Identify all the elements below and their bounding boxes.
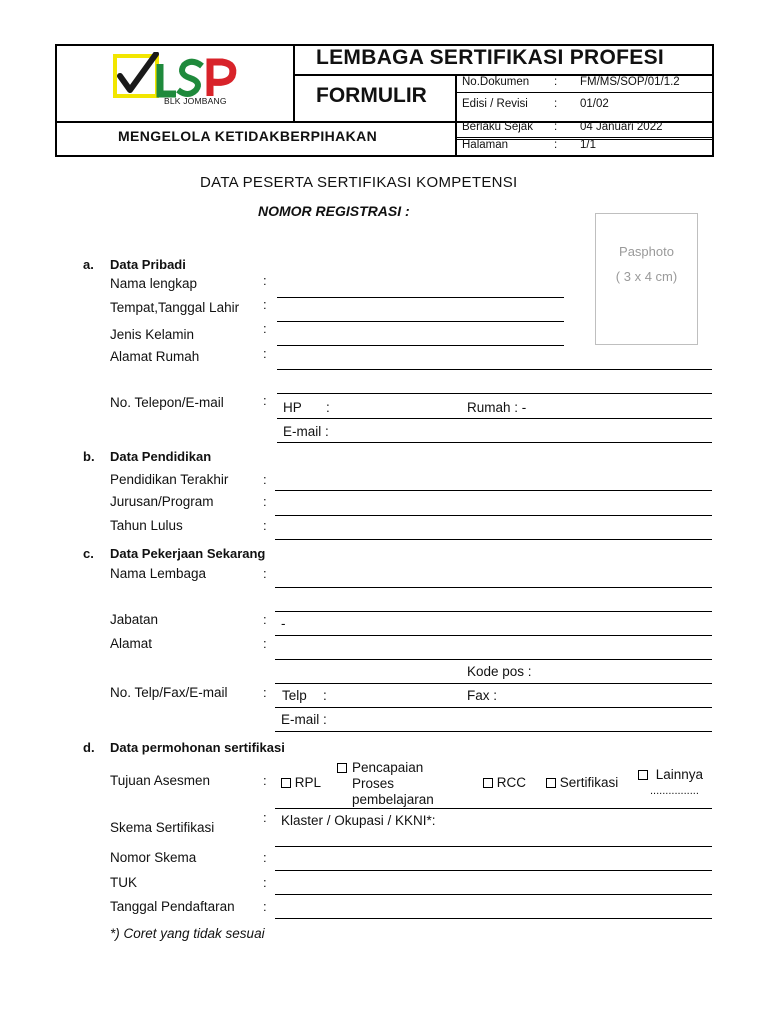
gender-input-line[interactable] <box>277 345 564 346</box>
scheme-number-input-line[interactable] <box>275 870 712 871</box>
footnote: *) Coret yang tidak sesuai <box>110 926 265 941</box>
field-colon: : <box>263 875 267 890</box>
section-letter: c. <box>83 546 94 561</box>
checkbox-icon[interactable] <box>281 778 291 788</box>
field-colon: : <box>263 566 267 581</box>
section-letter: a. <box>83 257 94 272</box>
option-label: RCC <box>496 775 527 790</box>
option-rcc[interactable] <box>483 775 526 790</box>
checkmark-icon <box>120 54 156 90</box>
organization-name: LEMBAGA SERTIFIKASI PROFESI <box>316 46 665 69</box>
option-lainnya[interactable] <box>638 767 703 782</box>
checkbox-icon[interactable] <box>546 778 556 788</box>
field-label: Nomor Skema <box>110 850 197 865</box>
field-colon: : <box>263 685 267 700</box>
meta-divider <box>455 92 712 93</box>
checkbox-icon[interactable] <box>638 770 648 780</box>
field-label: Tempat,Tanggal Lahir <box>110 300 240 315</box>
field-label: Tanggal Pendaftaran <box>110 899 235 914</box>
field-colon: : <box>263 297 267 312</box>
telp-input-line[interactable] <box>275 707 712 708</box>
pasphoto-size: ( 3 x 4 cm) <box>615 269 678 284</box>
field-colon: : <box>263 773 267 788</box>
option-rpl[interactable] <box>281 775 321 790</box>
field-label: Jurusan/Program <box>110 494 214 509</box>
position-value: - <box>281 616 286 631</box>
section-title: Data permohonan sertifikasi <box>110 740 285 755</box>
logo-subtext: BLK JOMBANG <box>164 96 227 106</box>
field-colon: : <box>263 612 267 627</box>
section-letter: d. <box>83 740 95 755</box>
header-divider <box>455 74 457 157</box>
field-label: Nama Lembaga <box>110 566 207 581</box>
logo-letter-l <box>160 64 176 94</box>
graduation-input-line[interactable] <box>275 539 712 540</box>
field-label: Alamat <box>110 636 153 651</box>
scheme-input-line[interactable] <box>275 846 712 847</box>
field-label: Skema Sertifikasi <box>110 820 215 835</box>
address-input-line[interactable] <box>277 393 712 394</box>
major-input-line[interactable] <box>275 515 712 516</box>
lainnya-fill-dots[interactable]: ................ <box>650 785 699 797</box>
meta-colon: : <box>554 76 558 88</box>
header-divider <box>293 46 295 122</box>
field-colon: : <box>263 810 267 825</box>
field-colon: : <box>263 850 267 865</box>
checkbox-icon[interactable] <box>337 763 347 773</box>
email-input-line[interactable] <box>277 442 712 443</box>
field-label: No. Telp/Fax/E-mail <box>110 685 228 700</box>
field-label: Nama lengkap <box>110 276 198 291</box>
rumah-label: Rumah : - <box>467 400 527 415</box>
telp-colon: : <box>323 688 327 703</box>
field-colon: : <box>263 472 267 487</box>
address-input-line[interactable] <box>277 369 712 370</box>
assessment-purpose-line <box>275 808 712 809</box>
field-label: Tahun Lulus <box>110 518 183 533</box>
field-label: Alamat Rumah <box>110 349 200 364</box>
option-label-line: Pencapaian <box>352 760 424 775</box>
option-label-line: pembelajaran <box>352 792 434 807</box>
scheme-value: Klaster / Okupasi / KKNI*: <box>281 813 436 828</box>
meta-label: No.Dokumen <box>462 76 530 88</box>
logo-letter-p <box>210 62 233 96</box>
fax-label: Fax : <box>467 688 498 703</box>
meta-value: 04 Januari 2022 <box>580 121 663 133</box>
email-label: E-mail : <box>283 424 329 439</box>
field-colon: : <box>263 321 267 336</box>
meta-colon: : <box>554 98 558 110</box>
field-colon: : <box>263 899 267 914</box>
meta-label: Edisi / Revisi <box>462 98 528 110</box>
postal-code-input-line[interactable] <box>275 683 712 684</box>
logo-letter-s <box>178 62 202 94</box>
field-colon: : <box>263 273 267 288</box>
meta-divider <box>455 137 712 138</box>
option-sertifikasi[interactable] <box>546 775 618 790</box>
institution-input-line[interactable] <box>275 587 712 588</box>
field-label: Jabatan <box>110 612 159 627</box>
field-label: No. Telepon/E-mail <box>110 395 224 410</box>
hp-colon: : <box>326 400 330 415</box>
meta-label: Halaman <box>462 139 509 151</box>
option-label: Lainnya <box>655 767 704 782</box>
meta-value: 1/1 <box>580 139 596 151</box>
institution-input-line[interactable] <box>275 611 712 612</box>
checkbox-icon[interactable] <box>483 778 493 788</box>
section-letter: b. <box>83 449 95 464</box>
pasphoto-label: Pasphoto <box>619 244 674 259</box>
registration-number-label: NOMOR REGISTRASI : <box>258 203 410 219</box>
lsp-logo <box>112 52 242 108</box>
name-input-line[interactable] <box>277 297 564 298</box>
field-colon: : <box>263 518 267 533</box>
tuk-input-line[interactable] <box>275 894 712 895</box>
meta-label: Berlaku Sejak <box>462 121 533 133</box>
birth-input-line[interactable] <box>277 321 564 322</box>
meta-value: FM/MS/SOP/01/1.2 <box>580 76 680 88</box>
work-address-input-line[interactable] <box>275 659 712 660</box>
hp-label: HP <box>283 400 302 415</box>
section-title: Data Pendidikan <box>110 449 212 464</box>
option-label: RPL <box>294 775 322 790</box>
education-input-line[interactable] <box>275 490 712 491</box>
meta-colon: : <box>554 121 558 133</box>
telp-label: Telp <box>282 688 307 703</box>
form-subtitle: MENGELOLA KETIDAKBERPIHAKAN <box>118 128 378 144</box>
field-label: Tujuan Asesmen <box>110 773 211 788</box>
pasphoto-box <box>595 213 698 345</box>
option-label: Sertifikasi <box>559 775 619 790</box>
work-email-label: E-mail : <box>281 712 327 727</box>
document-title: DATA PESERTA SERTIFIKASI KOMPETENSI <box>200 174 518 191</box>
meta-value: 01/02 <box>580 98 609 110</box>
option-label-line: Proses <box>352 776 395 791</box>
field-label: TUK <box>110 875 137 890</box>
postal-code-label: Kode pos : <box>467 664 532 679</box>
phone-input-line[interactable] <box>277 418 712 419</box>
meta-colon: : <box>554 139 558 151</box>
section-title: Data Pekerjaan Sekarang <box>110 546 266 561</box>
work-email-input-line[interactable] <box>275 731 712 732</box>
form-title: FORMULIR <box>316 84 427 107</box>
field-colon: : <box>263 393 267 408</box>
position-input-line[interactable] <box>275 635 712 636</box>
registration-date-input-line[interactable] <box>275 918 712 919</box>
field-colon: : <box>263 494 267 509</box>
field-colon: : <box>263 636 267 651</box>
field-colon: : <box>263 346 267 361</box>
field-label: Pendidikan Terakhir <box>110 472 229 487</box>
section-title: Data Pribadi <box>110 257 186 272</box>
field-label: Jenis Kelamin <box>110 327 195 342</box>
